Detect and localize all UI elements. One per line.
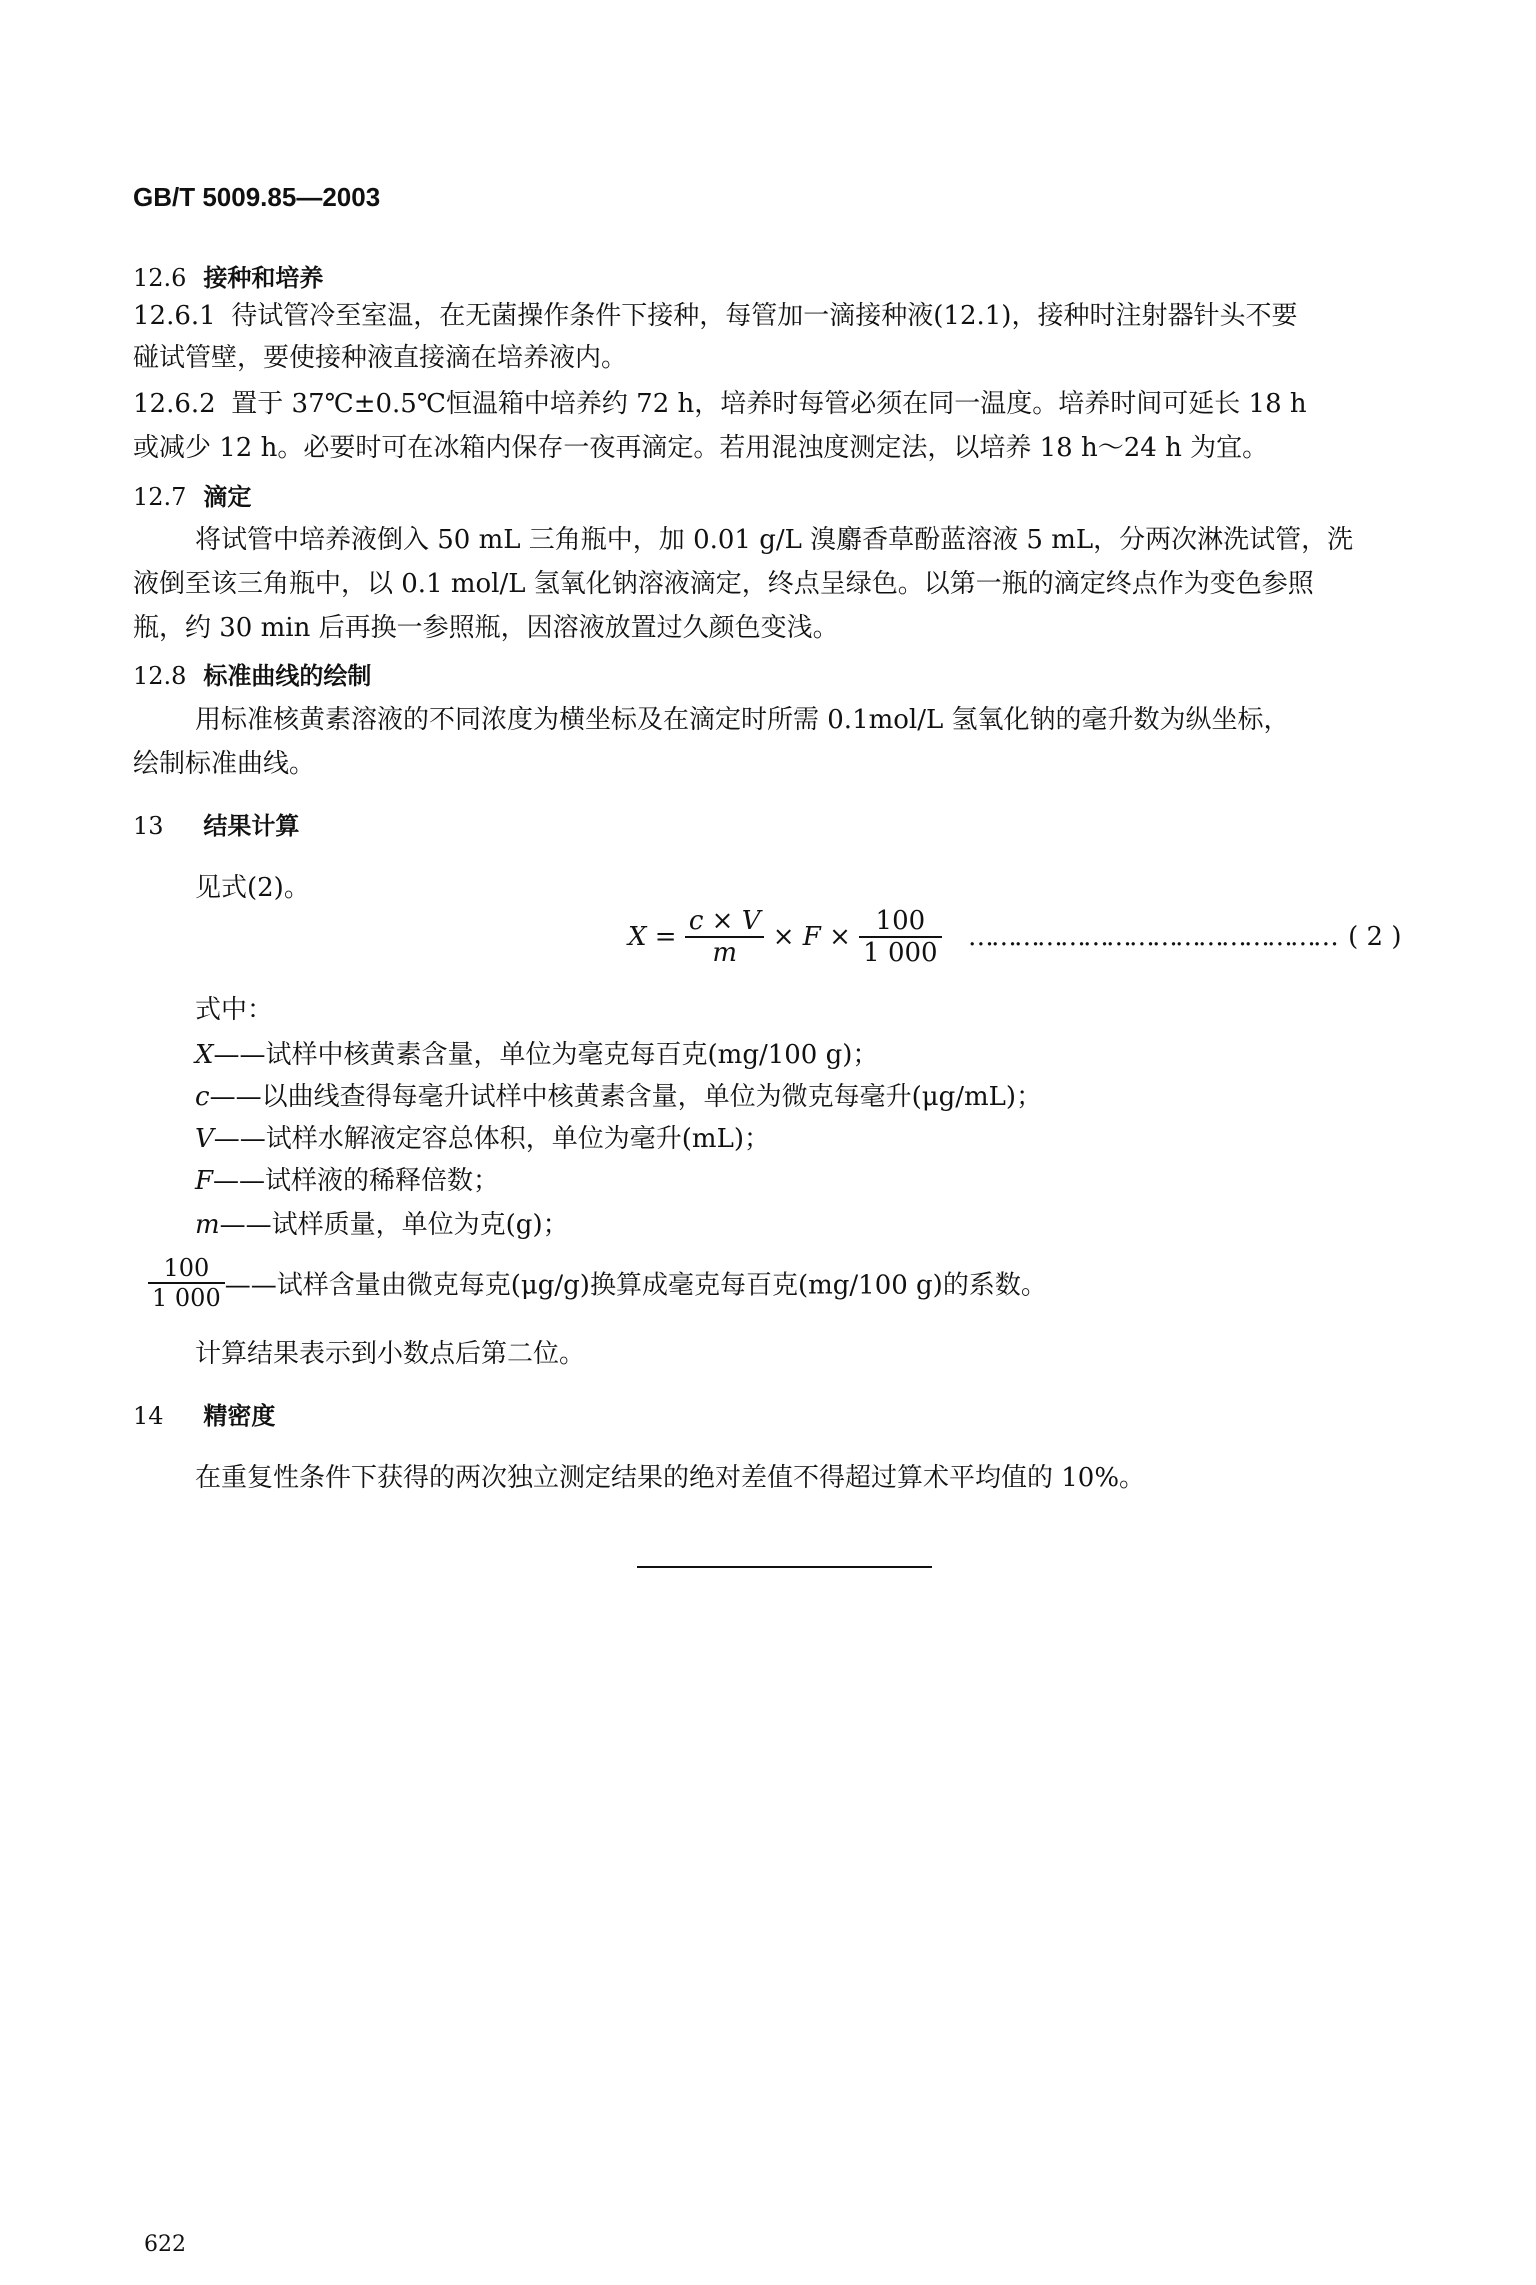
paragraph-12-6-1-line1 xyxy=(133,296,1297,336)
fraction-numerator: 100 xyxy=(148,1254,225,1284)
section-title: 结果计算 xyxy=(203,812,300,840)
section-number: 12.6 xyxy=(133,264,187,292)
paragraph-12-7-line3: 瓶，约 30 min 后再换一参照瓶，因溶液放置过久颜色变浅。 xyxy=(133,613,839,643)
paragraph-12-8-line2: 绘制标准曲线。 xyxy=(133,749,316,779)
section-13-heading xyxy=(133,806,299,841)
paragraph-12-6-2-line2: 或减少 12 h。必要时可在冰箱内保存一夜再滴定。若用混浊度测定法，以培养 18 h～24 h 为宜。 xyxy=(133,433,1269,463)
section-14-heading xyxy=(133,1396,275,1431)
fraction-cv-over-m xyxy=(685,906,765,968)
fraction-numerator: 100 xyxy=(859,906,941,938)
section-title: 标准曲线的绘制 xyxy=(203,662,372,690)
paragraph-12-6-2-line1 xyxy=(133,384,1307,424)
fraction-100-over-1000 xyxy=(859,906,941,968)
symbol: V xyxy=(195,1124,214,1154)
section-12-7-heading xyxy=(133,477,251,512)
definition-text: ——试样质量，单位为克(g)； xyxy=(219,1210,569,1240)
section-title: 精密度 xyxy=(203,1402,276,1430)
paragraph-12-7-line1: 将试管中培养液倒入 50 mL 三角瓶中，加 0.01 g/L 溴麝香草酚蓝溶液 5 mL，分两次淋洗试管，洗 xyxy=(195,525,1354,555)
section-number: 12.8 xyxy=(133,662,187,690)
definition-c xyxy=(195,1076,1042,1113)
formula-reference: 见式(2)。 xyxy=(195,873,310,903)
definition-text: ——试样中核黄素含量，单位为毫克每百克(mg/100 g)； xyxy=(213,1040,879,1070)
definition-fraction-symbol xyxy=(148,1254,225,1312)
end-rule xyxy=(637,1566,932,1568)
page-number: 622 xyxy=(144,2232,186,2257)
definition-text: ——以曲线查得每毫升试样中核黄素含量，单位为微克每毫升(μg/mL)； xyxy=(209,1082,1043,1112)
clause-number: 12.6.2 xyxy=(133,389,216,419)
formula-2 xyxy=(628,906,1401,976)
symbol: m xyxy=(195,1210,220,1240)
leader-dots: ………………………………………… xyxy=(967,922,1336,952)
definition-text: ——试样水解液定容总体积，单位为毫升(mL)； xyxy=(213,1124,770,1154)
definition-m xyxy=(195,1204,569,1241)
section-title: 接种和培养 xyxy=(203,264,324,292)
clause-text: 待试管冷至室温，在无菌操作条件下接种，每管加一滴接种液(12.1)，接种时注射器针头不要 xyxy=(231,301,1298,331)
section-number: 12.7 xyxy=(133,483,187,511)
paragraph-12-6-1-line2: 碰试管壁，要使接种液直接滴在培养液内。 xyxy=(133,343,628,373)
precision-statement: 在重复性条件下获得的两次独立测定结果的绝对差值不得超过算术平均值的 10%。 xyxy=(195,1463,1146,1493)
formula-middle: × F × xyxy=(772,922,851,952)
section-number: 14 xyxy=(133,1402,164,1430)
definition-fraction xyxy=(148,1254,1047,1312)
fraction-denominator: m xyxy=(712,938,737,968)
where-label: 式中： xyxy=(195,995,274,1025)
definition-f xyxy=(195,1160,499,1197)
formula-lhs: X = xyxy=(628,922,677,952)
section-title: 滴定 xyxy=(203,483,252,511)
section-number: 13 xyxy=(133,812,164,840)
definition-x xyxy=(195,1034,878,1071)
rounding-note: 计算结果表示到小数点后第二位。 xyxy=(195,1339,586,1369)
definition-text: ——试样液的稀释倍数； xyxy=(213,1166,500,1196)
fraction-denominator: 1 000 xyxy=(863,938,938,968)
section-12-8-heading xyxy=(133,656,371,691)
clause-text: 置于 37℃±0.5℃恒温箱中培养约 72 h，培养时每管必须在同一温度。培养时间可延长 18 h xyxy=(231,389,1307,419)
fraction-denominator: 1 000 xyxy=(152,1284,221,1312)
standard-id: GB/T 5009.85—2003 xyxy=(133,182,381,212)
symbol: X xyxy=(195,1040,214,1070)
clause-number: 12.6.1 xyxy=(133,301,216,331)
equation-number: ( 2 ) xyxy=(1348,922,1402,952)
definition-text: ——试样含量由微克每克(μg/g)换算成毫克每百克(mg/100 g)的系数。 xyxy=(224,1270,1047,1301)
fraction-numerator: c × V xyxy=(685,906,765,938)
symbol: F xyxy=(195,1166,214,1196)
paragraph-12-7-line2: 液倒至该三角瓶中，以 0.1 mol/L 氢氧化钠溶液滴定，终点呈绿色。以第一瓶的滴定终点作为变色参照 xyxy=(133,569,1314,599)
section-12-6-heading xyxy=(133,258,323,293)
symbol: c xyxy=(195,1082,210,1112)
definition-v xyxy=(195,1118,770,1155)
paragraph-12-8-line1: 用标准核黄素溶液的不同浓度为横坐标及在滴定时所需 0.1mol/L 氢氧化钠的毫升数为纵坐标， xyxy=(195,705,1290,735)
